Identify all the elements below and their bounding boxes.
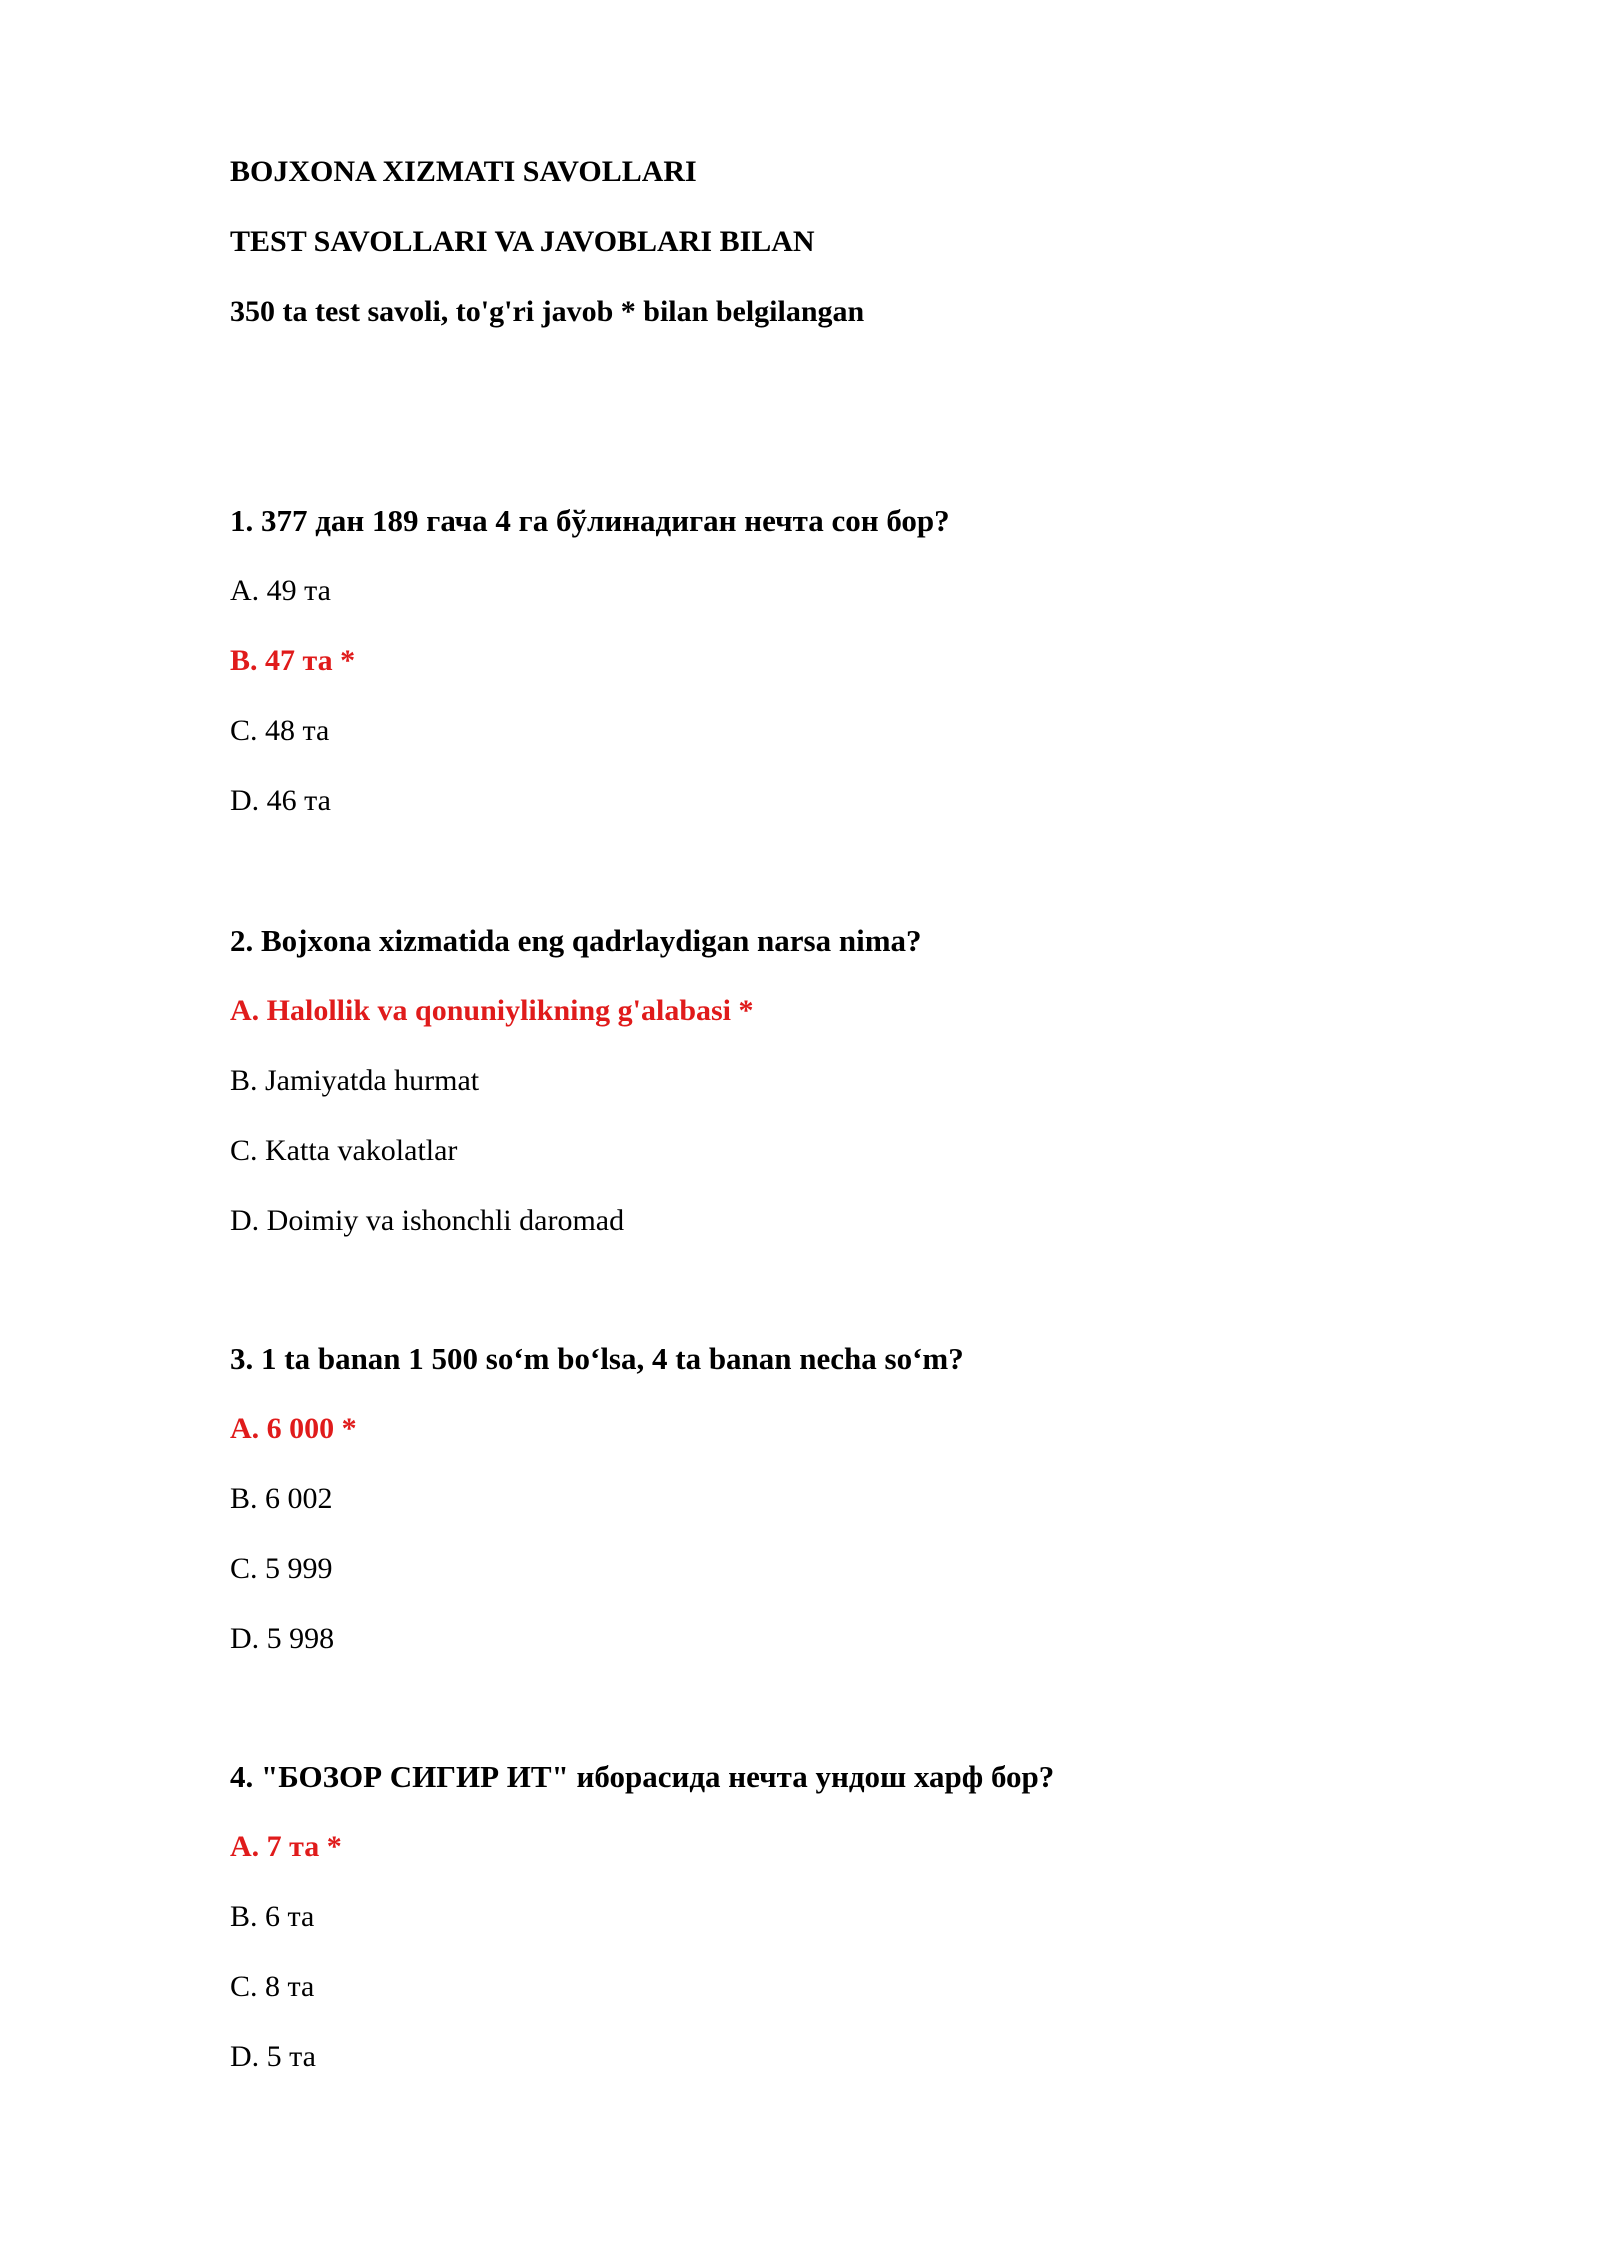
question-block bbox=[230, 1758, 1430, 2108]
answer-option-b: B. 6 та bbox=[230, 1900, 315, 1933]
question-block bbox=[230, 1340, 1430, 1690]
answer-option-c: C. 5 999 bbox=[230, 1552, 333, 1585]
question-text: 4. "БОЗОР СИГИР ИТ" иборасида нечта ундош харф бор? bbox=[230, 1759, 1055, 1794]
answer-option-d: D. 46 та bbox=[230, 784, 331, 817]
answer-option-b: B. Jamiyatda hurmat bbox=[230, 1064, 480, 1097]
question-text: 2. Bojxona xizmatida eng qadrlaydigan narsa nima? bbox=[230, 923, 922, 958]
question-block bbox=[230, 502, 1430, 852]
answer-option-d: D. Doimiy va ishonchli daromad bbox=[230, 1204, 625, 1237]
document-description: 350 ta test savoli, to'g'ri javob * bilan belgilangan bbox=[230, 295, 865, 328]
answer-option-c: C. Katta vakolatlar bbox=[230, 1134, 458, 1167]
question-block bbox=[230, 922, 1430, 1272]
answer-option-a-correct: A. 6 000 * bbox=[230, 1412, 357, 1445]
answer-option-c: C. 48 та bbox=[230, 714, 330, 747]
question-text: 1. 377 дан 189 гача 4 га бўлинадиган нечта сон бор? bbox=[230, 503, 950, 538]
question-text: 3. 1 ta banan 1 500 so‘m bo‘lsa, 4 ta banan necha so‘m? bbox=[230, 1341, 964, 1376]
answer-option-a-correct: A. 7 та * bbox=[230, 1830, 342, 1863]
answer-option-c: C. 8 та bbox=[230, 1970, 315, 2003]
answer-option-a: A. 49 та bbox=[230, 574, 331, 607]
answer-option-d: D. 5 та bbox=[230, 2040, 316, 2073]
answer-option-b: B. 6 002 bbox=[230, 1482, 333, 1515]
document-title: BOJXONA XIZMATI SAVOLLARI bbox=[230, 155, 697, 188]
document-subtitle: TEST SAVOLLARI VA JAVOBLARI BILAN bbox=[230, 225, 815, 258]
answer-option-b-correct: B. 47 та * bbox=[230, 644, 356, 677]
answer-option-d: D. 5 998 bbox=[230, 1622, 335, 1655]
answer-option-a-correct: A. Halollik va qonuniylikning g'alabasi * bbox=[230, 994, 754, 1027]
